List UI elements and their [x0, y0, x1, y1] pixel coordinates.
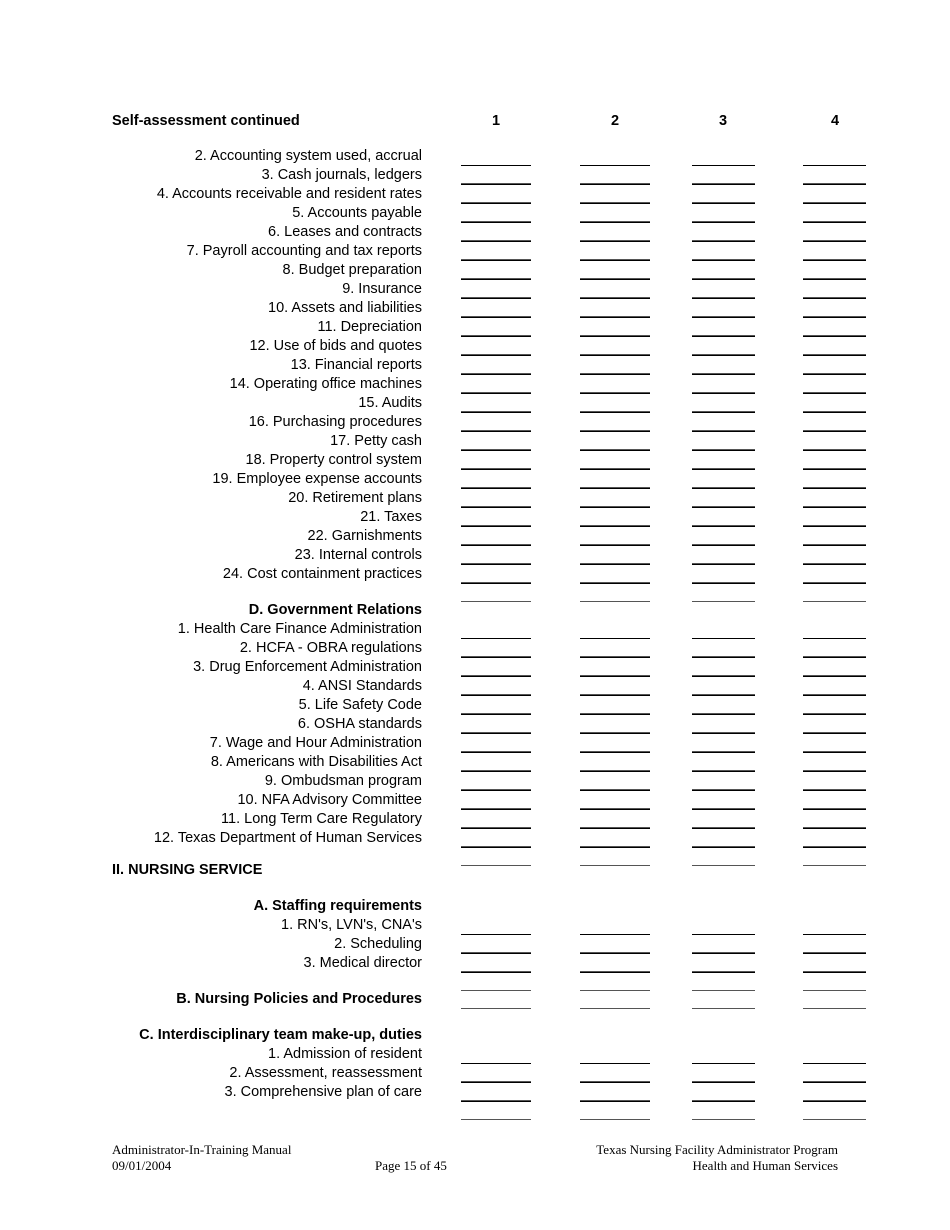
manual-date: 09/01/2004 — [112, 1158, 172, 1173]
rating-line-col-3[interactable] — [692, 279, 755, 280]
rating-line-col-2[interactable] — [580, 298, 650, 299]
assessment-row — [0, 735, 950, 754]
rating-line-col-2[interactable] — [580, 203, 650, 204]
rating-line-col-3[interactable] — [692, 165, 755, 166]
rating-line-col-1[interactable] — [461, 374, 531, 375]
rating-underline-col-1 — [461, 1119, 531, 1120]
rating-line-col-4[interactable] — [803, 564, 866, 565]
rating-line-col-3[interactable] — [692, 317, 755, 318]
rating-line-col-4[interactable] — [803, 260, 866, 261]
rating-line-col-3[interactable] — [692, 507, 755, 508]
rating-line-col-4[interactable] — [803, 847, 866, 848]
column-header-2: 2 — [610, 113, 620, 129]
rating-underline-col-3 — [692, 1119, 755, 1120]
assessment-item-label: 5. Accounts payable — [292, 205, 422, 221]
assessment-item-label: 3. Medical director — [303, 955, 422, 971]
assessment-row — [0, 640, 950, 659]
rating-line-col-4[interactable] — [803, 393, 866, 394]
rating-underline-col-2 — [580, 1119, 650, 1120]
assessment-item-label: 6. Leases and contracts — [268, 224, 422, 240]
rating-line-col-3[interactable] — [692, 336, 755, 337]
column-header-3: 3 — [718, 113, 728, 129]
rating-line-col-2[interactable] — [580, 355, 650, 356]
rating-underline-col-3 — [692, 1008, 755, 1009]
rating-line-col-3[interactable] — [692, 222, 755, 223]
assessment-row — [0, 148, 950, 167]
assessment-item-label: 14. Operating office machines — [229, 376, 422, 392]
rating-line-col-3[interactable] — [692, 583, 755, 584]
major-section-row — [0, 862, 950, 881]
assessment-row — [0, 414, 950, 433]
rating-line-col-1[interactable] — [461, 714, 531, 715]
subsection-heading: B. Nursing Policies and Procedures — [176, 991, 422, 1007]
assessment-item-label: 1. RN's, LVN's, CNA's — [281, 917, 422, 933]
rating-line-col-4[interactable] — [803, 412, 866, 413]
assessment-item-label: 16. Purchasing procedures — [248, 414, 422, 430]
rating-line-col-3[interactable] — [692, 184, 755, 185]
rating-line-col-3[interactable] — [692, 1082, 755, 1083]
rating-line-col-1[interactable] — [461, 526, 531, 527]
rating-line-col-3[interactable] — [692, 260, 755, 261]
rating-line-col-2[interactable] — [580, 771, 650, 772]
rating-line-col-2[interactable] — [580, 657, 650, 658]
assessment-item-label: 2. Assessment, reassessment — [229, 1065, 422, 1081]
subsection-heading-row — [0, 602, 950, 621]
manual-name: Administrator-In-Training Manual — [112, 1142, 292, 1157]
rating-line-col-1[interactable] — [461, 638, 531, 639]
assessment-item-label: 2. Accounting system used, accrual — [194, 148, 422, 164]
rating-line-col-2[interactable] — [580, 564, 650, 565]
subsection-heading-row — [0, 898, 950, 917]
assessment-item-label: 9. Insurance — [342, 281, 422, 297]
rating-line-col-1[interactable] — [461, 298, 531, 299]
rating-line-col-1[interactable] — [461, 847, 531, 848]
rating-line-col-3[interactable] — [692, 771, 755, 772]
rating-line-col-1[interactable] — [461, 1082, 531, 1083]
rating-line-col-2[interactable] — [580, 809, 650, 810]
assessment-row — [0, 678, 950, 697]
assessment-item-label: 20. Retirement plans — [288, 490, 422, 506]
rating-line-col-4[interactable] — [803, 336, 866, 337]
rating-line-col-2[interactable] — [580, 374, 650, 375]
assessment-row — [0, 338, 950, 357]
rating-line-col-1[interactable] — [461, 203, 531, 204]
assessment-row — [0, 224, 950, 243]
assessment-row — [0, 621, 950, 640]
rating-line-col-1[interactable] — [461, 355, 531, 356]
rating-line-col-1[interactable] — [461, 752, 531, 753]
assessment-item-label: 7. Wage and Hour Administration — [209, 735, 422, 751]
rating-line-col-1[interactable] — [461, 676, 531, 677]
rating-line-col-3[interactable] — [692, 676, 755, 677]
rating-line-col-4[interactable] — [803, 953, 866, 954]
rating-line-col-3[interactable] — [692, 393, 755, 394]
rating-line-col-3[interactable] — [692, 752, 755, 753]
assessment-row — [0, 811, 950, 830]
rating-line-col-4[interactable] — [803, 298, 866, 299]
rating-line-col-2[interactable] — [580, 790, 650, 791]
rating-line-col-3[interactable] — [692, 1101, 755, 1102]
assessment-item-label: 2. HCFA - OBRA regulations — [239, 640, 422, 656]
rating-line-col-3[interactable] — [692, 431, 755, 432]
rating-line-col-2[interactable] — [580, 241, 650, 242]
rating-underline-col-2 — [580, 1008, 650, 1009]
rating-line-col-3[interactable] — [692, 638, 755, 639]
rating-line-col-1[interactable] — [461, 165, 531, 166]
rating-line-col-2[interactable] — [580, 526, 650, 527]
rating-line-col-2[interactable] — [580, 450, 650, 451]
rating-line-col-4[interactable] — [803, 752, 866, 753]
rating-line-col-1[interactable] — [461, 469, 531, 470]
rating-line-col-1[interactable] — [461, 184, 531, 185]
footer-right — [596, 1142, 838, 1174]
assessment-item-label: 12. Texas Department of Human Services — [153, 830, 422, 846]
assessment-row — [0, 205, 950, 224]
rating-line-col-1[interactable] — [461, 279, 531, 280]
assessment-row — [0, 547, 950, 566]
rating-line-col-3[interactable] — [692, 450, 755, 451]
rating-line-col-3[interactable] — [692, 733, 755, 734]
assessment-item-label: 18. Property control system — [245, 452, 422, 468]
rating-line-col-2[interactable] — [580, 1101, 650, 1102]
assessment-row — [0, 1084, 950, 1103]
subsection-heading-row — [0, 1027, 950, 1046]
assessment-row — [0, 433, 950, 452]
assessment-item-label: 4. ANSI Standards — [302, 678, 422, 694]
assessment-item-label: 9. Ombudsman program — [264, 773, 422, 789]
rating-line-col-1[interactable] — [461, 393, 531, 394]
rating-line-col-3[interactable] — [692, 374, 755, 375]
rating-underline-col-4 — [803, 1119, 866, 1120]
rating-line-col-4[interactable] — [803, 374, 866, 375]
rating-line-col-2[interactable] — [580, 279, 650, 280]
assessment-item-label: 2. Scheduling — [334, 936, 422, 952]
assessment-item-label: 5. Life Safety Code — [298, 697, 422, 713]
assessment-row — [0, 490, 950, 509]
rating-line-col-1[interactable] — [461, 450, 531, 451]
column-header-4: 4 — [830, 113, 840, 129]
subsection-heading: C. Interdisciplinary team make-up, duties — [139, 1027, 422, 1043]
rating-line-col-4[interactable] — [803, 545, 866, 546]
assessment-item-label: 11. Long Term Care Regulatory — [221, 811, 422, 827]
rating-line-col-1[interactable] — [461, 1063, 531, 1064]
rating-line-col-4[interactable] — [803, 1101, 866, 1102]
rating-line-col-2[interactable] — [580, 431, 650, 432]
assessment-row — [0, 1065, 950, 1084]
rating-line-col-4[interactable] — [803, 431, 866, 432]
assessment-row — [0, 243, 950, 262]
assessment-row — [0, 376, 950, 395]
rating-line-col-3[interactable] — [692, 545, 755, 546]
section-title: Self-assessment continued — [112, 113, 300, 129]
rating-line-col-1[interactable] — [461, 412, 531, 413]
rating-line-col-1[interactable] — [461, 828, 531, 829]
rating-line-col-2[interactable] — [580, 317, 650, 318]
assessment-row — [0, 792, 950, 811]
assessment-item-label: 6. OSHA standards — [297, 716, 422, 732]
assessment-item-label: 3. Comprehensive plan of care — [224, 1084, 422, 1100]
assessment-item-label: 22. Garnishments — [307, 528, 422, 544]
rating-line-col-2[interactable] — [580, 695, 650, 696]
assessment-row — [0, 281, 950, 300]
assessment-row — [0, 917, 950, 936]
subsection-heading-row — [0, 991, 950, 1010]
rating-line-col-2[interactable] — [580, 488, 650, 489]
assessment-item-label: 15. Audits — [358, 395, 422, 411]
footer-left — [112, 1142, 291, 1174]
rating-line-col-4[interactable] — [803, 222, 866, 223]
assessment-item-label: 10. NFA Advisory Committee — [237, 792, 422, 808]
assessment-row — [0, 319, 950, 338]
subsection-heading: D. Government Relations — [248, 602, 422, 618]
rating-line-col-2[interactable] — [580, 1063, 650, 1064]
major-section-heading: II. NURSING SERVICE — [112, 862, 263, 878]
rating-line-col-4[interactable] — [803, 279, 866, 280]
assessment-item-label: 17. Petty cash — [330, 433, 422, 449]
rating-line-col-2[interactable] — [580, 1082, 650, 1083]
rating-line-col-3[interactable] — [692, 469, 755, 470]
rating-line-col-4[interactable] — [803, 469, 866, 470]
rating-line-col-3[interactable] — [692, 809, 755, 810]
rating-line-col-3[interactable] — [692, 953, 755, 954]
assessment-row — [0, 1046, 950, 1065]
assessment-row — [0, 357, 950, 376]
assessment-row — [0, 830, 950, 849]
rating-line-col-3[interactable] — [692, 298, 755, 299]
rating-line-col-4[interactable] — [803, 714, 866, 715]
rating-line-col-2[interactable] — [580, 336, 650, 337]
rating-underline-col-4 — [803, 1008, 866, 1009]
rating-line-col-1[interactable] — [461, 564, 531, 565]
rating-line-col-4[interactable] — [803, 733, 866, 734]
page-number: Page 15 of 45 — [375, 1158, 447, 1173]
rating-line-col-2[interactable] — [580, 184, 650, 185]
assessment-item-label: 10. Assets and liabilities — [268, 300, 422, 316]
assessment-row — [0, 262, 950, 281]
rating-line-col-3[interactable] — [692, 564, 755, 565]
assessment-item-label: 3. Cash journals, ledgers — [261, 167, 422, 183]
assessment-row — [0, 300, 950, 319]
rating-line-col-1[interactable] — [461, 953, 531, 954]
assessment-item-label: 8. Budget preparation — [282, 262, 422, 278]
rating-line-col-3[interactable] — [692, 355, 755, 356]
rating-line-col-1[interactable] — [461, 695, 531, 696]
rating-line-col-1[interactable] — [461, 431, 531, 432]
rating-line-col-3[interactable] — [692, 657, 755, 658]
rating-line-col-4[interactable] — [803, 809, 866, 810]
rating-line-col-3[interactable] — [692, 714, 755, 715]
rating-line-col-1[interactable] — [461, 241, 531, 242]
rating-line-col-3[interactable] — [692, 1063, 755, 1064]
assessment-item-label: 24. Cost containment practices — [222, 566, 422, 582]
assessment-row — [0, 566, 950, 585]
rating-line-col-2[interactable] — [580, 260, 650, 261]
assessment-item-label: 19. Employee expense accounts — [212, 471, 422, 487]
agency-name: Health and Human Services — [692, 1158, 838, 1173]
assessment-item-label: 7. Payroll accounting and tax reports — [186, 243, 422, 259]
rating-line-col-2[interactable] — [580, 934, 650, 935]
rating-line-col-4[interactable] — [803, 317, 866, 318]
rating-line-col-1[interactable] — [461, 771, 531, 772]
assessment-row — [0, 697, 950, 716]
rating-line-col-2[interactable] — [580, 847, 650, 848]
rating-line-col-3[interactable] — [692, 241, 755, 242]
rating-line-col-3[interactable] — [692, 934, 755, 935]
assessment-row — [0, 773, 950, 792]
rating-line-col-2[interactable] — [580, 953, 650, 954]
rating-line-col-4[interactable] — [803, 790, 866, 791]
rating-line-col-4[interactable] — [803, 355, 866, 356]
assessment-item-label: 8. Americans with Disabilities Act — [210, 754, 422, 770]
rating-line-col-2[interactable] — [580, 469, 650, 470]
assessment-row — [0, 716, 950, 735]
assessment-row — [0, 395, 950, 414]
rating-line-col-2[interactable] — [580, 752, 650, 753]
rating-line-col-1[interactable] — [461, 488, 531, 489]
column-header-1: 1 — [491, 113, 501, 129]
rating-line-col-3[interactable] — [692, 972, 755, 973]
rating-line-col-2[interactable] — [580, 222, 650, 223]
rating-line-col-4[interactable] — [803, 934, 866, 935]
rating-line-col-1[interactable] — [461, 583, 531, 584]
rating-line-col-2[interactable] — [580, 733, 650, 734]
assessment-row — [0, 659, 950, 678]
rating-line-col-4[interactable] — [803, 450, 866, 451]
rating-line-col-4[interactable] — [803, 488, 866, 489]
assessment-item-label: 1. Admission of resident — [268, 1046, 422, 1062]
rating-line-col-2[interactable] — [580, 972, 650, 973]
rating-underline-col-1 — [461, 1008, 531, 1009]
assessment-row — [0, 452, 950, 471]
assessment-item-label: 1. Health Care Finance Administration — [177, 621, 422, 637]
rating-line-col-1[interactable] — [461, 507, 531, 508]
rating-line-col-1[interactable] — [461, 790, 531, 791]
rating-line-col-2[interactable] — [580, 545, 650, 546]
rating-line-col-3[interactable] — [692, 488, 755, 489]
rating-line-col-4[interactable] — [803, 203, 866, 204]
rating-line-col-4[interactable] — [803, 638, 866, 639]
rating-line-col-3[interactable] — [692, 828, 755, 829]
assessment-row — [0, 167, 950, 186]
rating-line-col-2[interactable] — [580, 393, 650, 394]
assessment-item-label: 4. Accounts receivable and resident rates — [156, 186, 422, 202]
rating-line-col-4[interactable] — [803, 165, 866, 166]
rating-line-col-3[interactable] — [692, 412, 755, 413]
assessment-row — [0, 936, 950, 955]
rating-line-col-4[interactable] — [803, 676, 866, 677]
rating-line-col-1[interactable] — [461, 260, 531, 261]
assessment-item-label: 23. Internal controls — [294, 547, 422, 563]
assessment-item-label: 21. Taxes — [360, 509, 422, 525]
rating-line-col-4[interactable] — [803, 972, 866, 973]
rating-line-col-2[interactable] — [580, 676, 650, 677]
rating-line-col-2[interactable] — [580, 412, 650, 413]
assessment-row — [0, 471, 950, 490]
subsection-heading: A. Staffing requirements — [253, 898, 422, 914]
rating-line-col-4[interactable] — [803, 1063, 866, 1064]
rating-line-col-1[interactable] — [461, 545, 531, 546]
rating-line-col-3[interactable] — [692, 847, 755, 848]
rating-line-col-2[interactable] — [580, 638, 650, 639]
rating-line-col-4[interactable] — [803, 241, 866, 242]
rating-line-col-1[interactable] — [461, 336, 531, 337]
rating-line-col-4[interactable] — [803, 771, 866, 772]
rating-line-col-2[interactable] — [580, 828, 650, 829]
assessment-item-label: 3. Drug Enforcement Administration — [193, 659, 422, 675]
program-name: Texas Nursing Facility Administrator Program — [596, 1142, 838, 1157]
assessment-row — [0, 754, 950, 773]
assessment-row — [0, 955, 950, 974]
rating-line-col-1[interactable] — [461, 222, 531, 223]
assessment-row — [0, 509, 950, 528]
rating-line-col-1[interactable] — [461, 972, 531, 973]
rating-line-col-3[interactable] — [692, 203, 755, 204]
assessment-row — [0, 186, 950, 205]
rating-line-col-4[interactable] — [803, 695, 866, 696]
assessment-item-label: 12. Use of bids and quotes — [249, 338, 422, 354]
assessment-item-label: 13. Financial reports — [290, 357, 422, 373]
assessment-item-label: 11. Depreciation — [317, 319, 422, 335]
assessment-row — [0, 528, 950, 547]
rating-line-col-4[interactable] — [803, 657, 866, 658]
rating-line-col-1[interactable] — [461, 1101, 531, 1102]
rating-line-col-1[interactable] — [461, 733, 531, 734]
rating-line-col-2[interactable] — [580, 714, 650, 715]
rating-line-col-1[interactable] — [461, 809, 531, 810]
rating-line-col-3[interactable] — [692, 790, 755, 791]
rating-line-col-4[interactable] — [803, 184, 866, 185]
rating-line-col-2[interactable] — [580, 583, 650, 584]
rating-line-col-3[interactable] — [692, 526, 755, 527]
rating-line-col-4[interactable] — [803, 507, 866, 508]
rating-line-col-1[interactable] — [461, 317, 531, 318]
rating-line-col-2[interactable] — [580, 165, 650, 166]
rating-line-col-4[interactable] — [803, 1082, 866, 1083]
rating-line-col-4[interactable] — [803, 583, 866, 584]
rating-line-col-4[interactable] — [803, 828, 866, 829]
rating-line-col-1[interactable] — [461, 934, 531, 935]
rating-line-col-3[interactable] — [692, 695, 755, 696]
rating-line-col-4[interactable] — [803, 526, 866, 527]
rating-line-col-1[interactable] — [461, 657, 531, 658]
rating-line-col-2[interactable] — [580, 507, 650, 508]
